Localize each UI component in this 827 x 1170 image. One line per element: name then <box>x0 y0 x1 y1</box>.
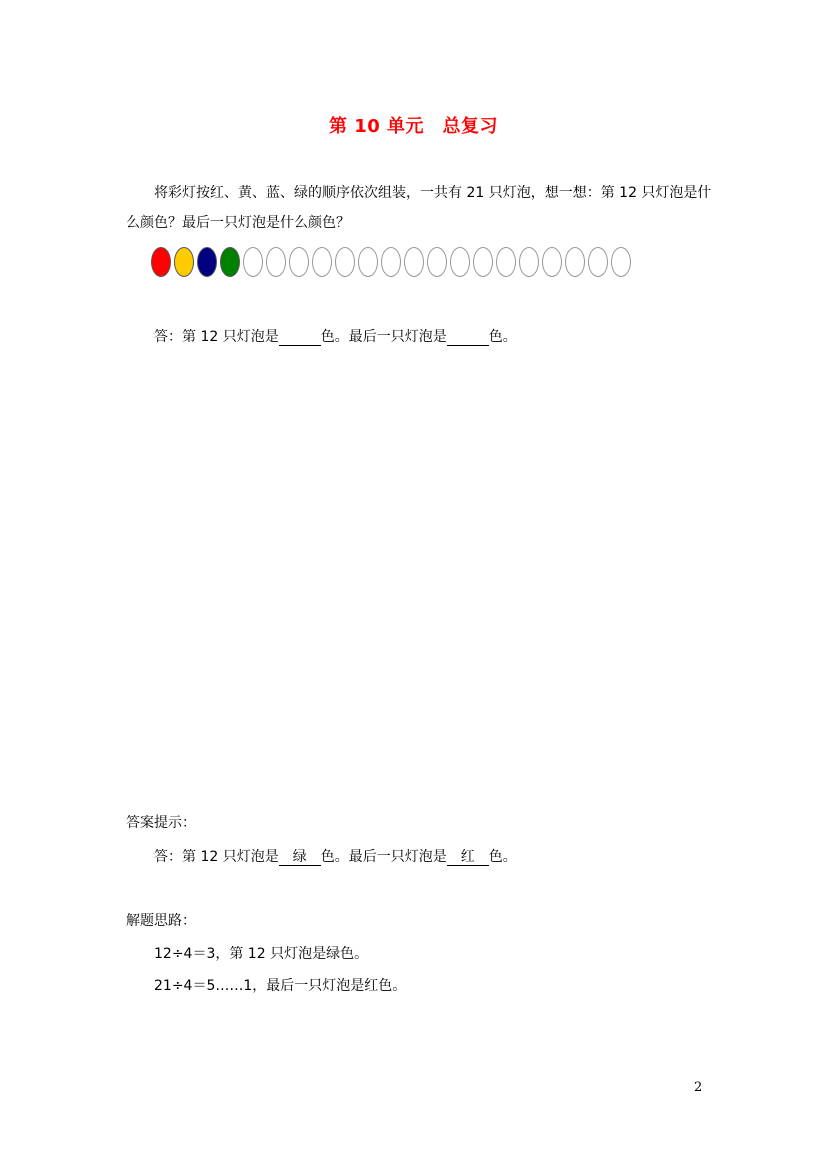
bulb-colored <box>197 247 217 277</box>
answer-blank-1 <box>279 329 321 346</box>
question-text: 将彩灯按红、黄、蓝、绿的顺序依次组装，一共有 21 只灯泡，想一想：第 12 只灯泡是什么颜色？最后一只灯泡是什么颜色？ <box>126 185 712 231</box>
bulb-empty <box>312 247 332 277</box>
bulb-empty <box>588 247 608 277</box>
bulb-colored <box>151 247 171 277</box>
bulb-empty <box>427 247 447 277</box>
page-title: 第 10 单元 总复习 <box>328 116 499 137</box>
bulb-empty <box>565 247 585 277</box>
bulb-empty <box>289 247 309 277</box>
hints-heading: 答案提示： <box>126 815 196 831</box>
answer-prefix: 答：第 12 只灯泡是 <box>154 329 279 345</box>
answer-suffix: 色。 <box>488 329 517 345</box>
bulb-empty <box>404 247 424 277</box>
bulb-empty <box>496 247 516 277</box>
hint-answer-mid: 色。最后一只灯泡是 <box>320 849 447 865</box>
reasoning-line-1: 12÷4＝3，第 12 只灯泡是绿色。 <box>154 946 369 962</box>
bulb-empty <box>450 247 470 277</box>
bulb-empty <box>381 247 401 277</box>
hint-answer-2: 红 <box>447 849 489 866</box>
bulb-empty <box>542 247 562 277</box>
hint-answer-prefix: 答：第 12 只灯泡是 <box>154 849 279 865</box>
reasoning-heading: 解题思路： <box>126 913 196 929</box>
bulb-colored <box>174 247 194 277</box>
page-number: 2 <box>694 1080 703 1095</box>
bulb-colored <box>220 247 240 277</box>
bulb-empty <box>243 247 263 277</box>
bulb-row <box>151 247 631 279</box>
bulb-empty <box>473 247 493 277</box>
bulb-empty <box>611 247 631 277</box>
bulb-empty <box>266 247 286 277</box>
answer-mid: 色。最后一只灯泡是 <box>320 329 447 345</box>
question-answer-line <box>154 326 517 346</box>
reasoning-line-2: 21÷4＝5……1，最后一只灯泡是红色。 <box>154 978 407 994</box>
bulb-empty <box>358 247 378 277</box>
hint-answer-suffix: 色。 <box>488 849 517 865</box>
answer-blank-2 <box>447 329 489 346</box>
hint-answer-1: 绿 <box>279 849 321 866</box>
bulb-empty <box>519 247 539 277</box>
bulb-empty <box>335 247 355 277</box>
hints-answer-line <box>154 846 517 866</box>
